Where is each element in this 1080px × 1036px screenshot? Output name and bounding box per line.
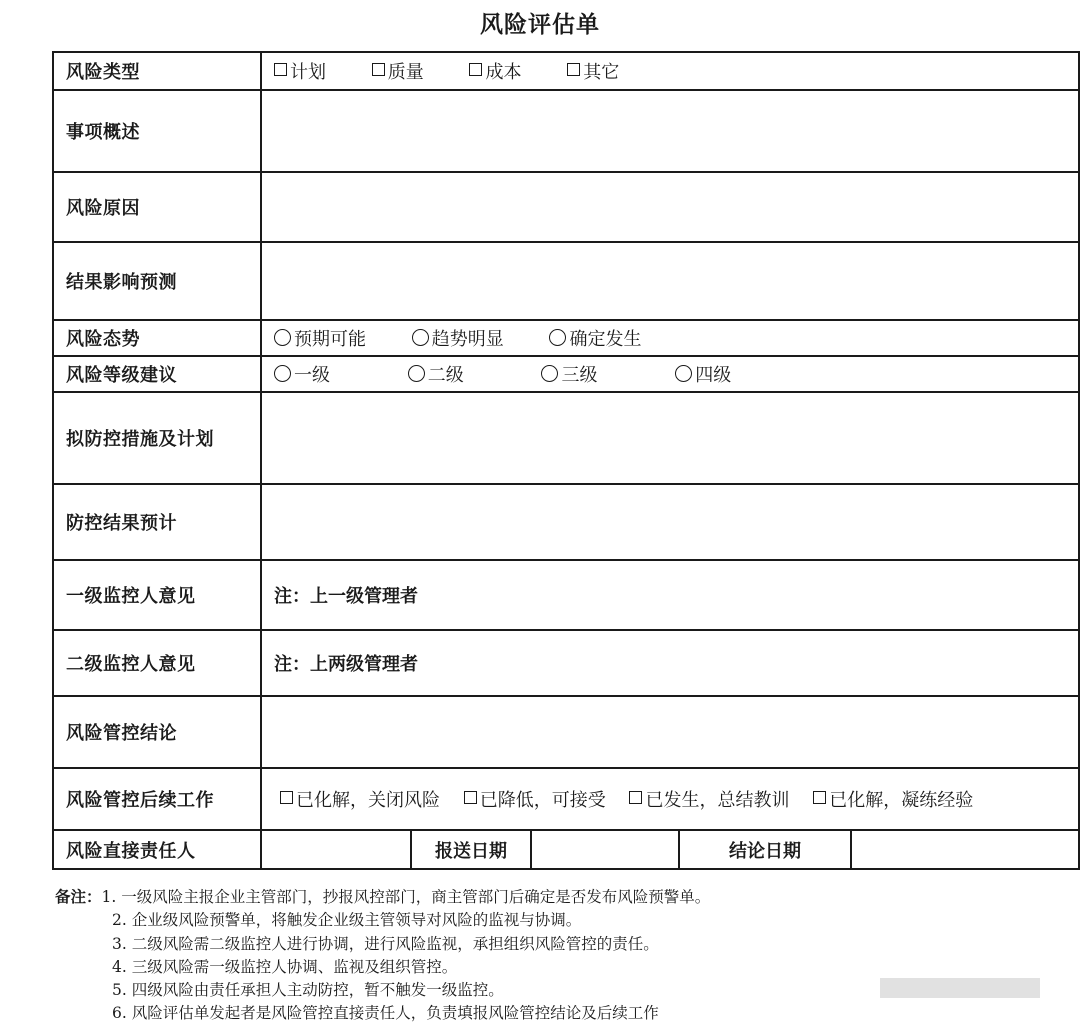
matter-label: 事项概述 (53, 90, 261, 172)
note-line-5: 5. 四级风险由责任承担人主动防控，暂不触发一级监控。 (112, 981, 504, 1000)
impact-field[interactable] (261, 242, 1079, 320)
option-label: 已化解，凝练经验 (829, 790, 974, 811)
risk-type-option-plan[interactable] (274, 58, 326, 84)
row-cause (53, 172, 1079, 242)
trend-option-obvious[interactable] (412, 325, 504, 351)
risk-type-option-other[interactable] (567, 58, 619, 84)
checkbox-icon[interactable] (372, 63, 385, 76)
checkbox-icon[interactable] (567, 63, 580, 76)
radio-icon[interactable] (549, 329, 566, 346)
blurred-watermark-patch (880, 978, 1040, 998)
note-line-4: 4. 三级风险需一级监控人协调、监视及组织管控。 (112, 957, 458, 976)
checkbox-icon[interactable] (274, 63, 287, 76)
risk-type-options (261, 52, 1079, 90)
level-option-1[interactable] (274, 361, 330, 387)
row-matter (53, 90, 1079, 172)
row-l2-opinion (53, 630, 1079, 696)
row-l1-opinion (53, 560, 1079, 630)
row-impact (53, 242, 1079, 320)
owner-field[interactable] (261, 830, 411, 869)
note-line-3: 3. 二级风险需二级监控人进行协调，进行风险监视，承担组织风险管控的责任。 (112, 934, 659, 953)
level-option-3[interactable] (541, 361, 597, 387)
note-line-2: 2. 企业级风险预警单，将触发企业级主管领导对风险的监视与协调。 (112, 911, 582, 930)
radio-icon[interactable] (541, 365, 558, 382)
row-conclusion (53, 696, 1079, 768)
trend-options (261, 320, 1079, 356)
cause-field[interactable] (261, 172, 1079, 242)
risk-assessment-table (52, 51, 1080, 870)
expected-field[interactable] (261, 484, 1079, 560)
radio-icon[interactable] (408, 365, 425, 382)
followup-label: 风险管控后续工作 (53, 768, 261, 830)
option-label: 成本 (485, 62, 522, 83)
note-line-1 (55, 885, 1055, 909)
followup-option-occurred[interactable] (629, 786, 789, 812)
option-label: 计划 (290, 62, 326, 83)
notes-heading: 备注： (55, 887, 102, 906)
option-label: 其它 (583, 62, 620, 83)
l2-opinion-label: 二级监控人意见 (53, 630, 261, 696)
radio-icon[interactable] (412, 329, 429, 346)
row-followup (53, 768, 1079, 830)
row-level (53, 356, 1079, 392)
checkbox-icon[interactable] (280, 791, 293, 804)
trend-option-possible[interactable] (274, 325, 366, 351)
notes-section (55, 885, 1055, 1026)
trend-option-certain[interactable] (549, 325, 641, 351)
checkbox-icon[interactable] (813, 791, 826, 804)
note-line-6: 6. 风险评估单发起者是风险管控直接责任人，负责填报风险管控结论及后续工作 (112, 1004, 659, 1023)
row-risk-type (53, 52, 1079, 90)
matter-field[interactable] (261, 90, 1079, 172)
followup-option-closed[interactable] (280, 786, 440, 812)
report-date-label: 报送日期 (411, 830, 531, 869)
option-label: 二级 (427, 365, 464, 386)
report-date-field[interactable] (531, 830, 679, 869)
impact-label: 结果影响预测 (53, 242, 261, 320)
row-expected (53, 484, 1079, 560)
checkbox-icon[interactable] (469, 63, 482, 76)
risk-type-label: 风险类型 (53, 52, 261, 90)
option-label: 质量 (387, 62, 424, 83)
conclusion-date-field[interactable] (851, 830, 1079, 869)
row-owner (53, 830, 1079, 869)
form-title: 风险评估单 (480, 11, 600, 38)
option-label: 确定发生 (569, 329, 642, 350)
option-label: 四级 (695, 365, 732, 386)
level-label: 风险等级建议 (53, 356, 261, 392)
radio-icon[interactable] (274, 329, 291, 346)
level-option-2[interactable] (408, 361, 464, 387)
option-label: 已化解，关闭风险 (296, 790, 440, 811)
followup-option-reduced[interactable] (464, 786, 606, 812)
cause-label: 风险原因 (53, 172, 261, 242)
option-label: 三级 (561, 365, 598, 386)
option-label: 预期可能 (294, 329, 366, 350)
followup-options (261, 768, 1079, 830)
level-options (261, 356, 1079, 392)
row-trend (53, 320, 1079, 356)
measures-label: 拟防控措施及计划 (53, 392, 261, 484)
level-option-4[interactable] (675, 361, 731, 387)
l1-opinion-note[interactable]: 注：上一级管理者 (261, 560, 1079, 630)
row-measures (53, 392, 1079, 484)
option-label: 一级 (294, 365, 330, 386)
option-label: 趋势明显 (431, 329, 504, 350)
owner-label: 风险直接责任人 (53, 830, 261, 869)
expected-label: 防控结果预计 (53, 484, 261, 560)
checkbox-icon[interactable] (464, 791, 477, 804)
measures-field[interactable] (261, 392, 1079, 484)
risk-type-option-cost[interactable] (469, 58, 521, 84)
option-label: 已发生，总结教训 (645, 790, 790, 811)
followup-option-experience[interactable] (813, 786, 973, 812)
l1-opinion-label: 一级监控人意见 (53, 560, 261, 630)
checkbox-icon[interactable] (629, 791, 642, 804)
risk-type-option-quality[interactable] (372, 58, 424, 84)
l2-opinion-note[interactable]: 注：上两级管理者 (261, 630, 1079, 696)
radio-icon[interactable] (274, 365, 291, 382)
conclusion-field[interactable] (261, 696, 1079, 768)
conclusion-label: 风险管控结论 (53, 696, 261, 768)
trend-label: 风险态势 (53, 320, 261, 356)
conclusion-date-label: 结论日期 (679, 830, 851, 869)
option-label: 已降低，可接受 (479, 790, 606, 811)
radio-icon[interactable] (675, 365, 692, 382)
note-item: 1. 一级风险主报企业主管部门，抄报风控部门，商主管部门后确定是否发布风险预警单。 (101, 888, 711, 906)
